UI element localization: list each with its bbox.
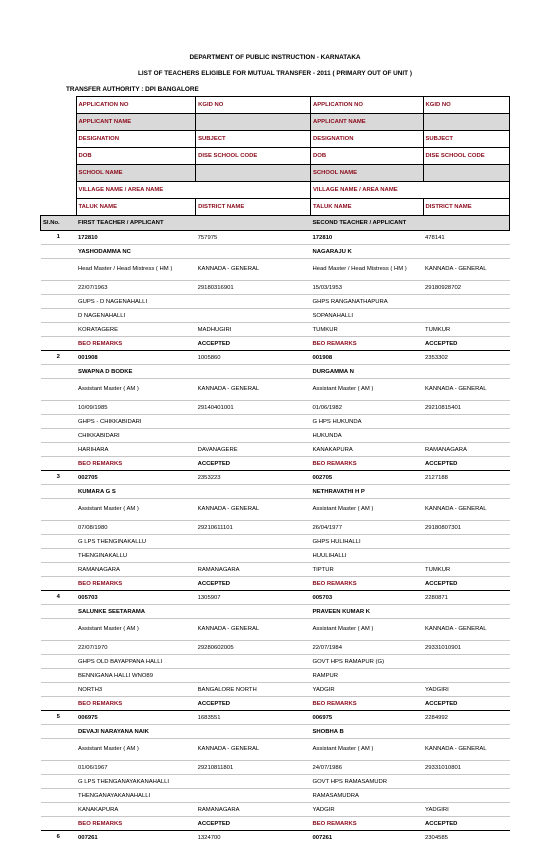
legend-applicant-name-2: APPLICANT NAME xyxy=(311,114,424,131)
second-dob: 01/06/1982 xyxy=(311,401,424,415)
second-dise: 29331010801 xyxy=(423,761,510,775)
record-sl-spacer xyxy=(41,697,77,711)
first-name: SWAPNA D BODKE xyxy=(76,365,196,379)
legend-application-no: APPLICATION NO xyxy=(76,97,196,114)
record-sl-spacer xyxy=(41,605,77,619)
record-sl-spacer xyxy=(41,641,77,655)
first-app-no: 002705 xyxy=(76,471,196,485)
second-designation: Assistant Master ( AM ) xyxy=(311,619,424,641)
column-header-first-teacher: FIRST TEACHER / APPLICANT xyxy=(76,216,310,231)
empty-cell xyxy=(196,295,311,309)
second-remarks-label: BEO REMARKS xyxy=(311,577,424,591)
empty-cell xyxy=(196,309,311,323)
record-sl-spacer xyxy=(41,365,77,379)
legend-designation: DESIGNATION xyxy=(76,131,196,148)
second-school: GOVT HPS RAMASAMUDR xyxy=(311,775,424,789)
record-sl-spacer xyxy=(41,683,77,697)
first-taluk: KORATAGERE xyxy=(76,323,196,337)
empty-cell xyxy=(196,415,311,429)
second-remarks-label: BEO REMARKS xyxy=(311,697,424,711)
record-sl-spacer xyxy=(41,619,77,641)
legend-taluk-name: TALUK NAME xyxy=(76,199,196,216)
empty-cell xyxy=(423,789,510,803)
second-school: GOVT HPS RAMAPUR (G) xyxy=(311,655,424,669)
record-line xyxy=(41,259,510,281)
record-line xyxy=(41,619,510,641)
record-line xyxy=(41,535,510,549)
record-line xyxy=(41,605,510,619)
first-school: G LPS THENGINAKALLU xyxy=(76,535,196,549)
column-header-sl-no: Sl.No. xyxy=(41,216,77,231)
second-designation: Assistant Master ( AM ) xyxy=(311,379,424,401)
record-sl-spacer xyxy=(41,337,77,351)
record-line xyxy=(41,415,510,429)
second-designation: Assistant Master ( AM ) xyxy=(311,739,424,761)
record-line xyxy=(41,457,510,471)
first-district: DAVANAGERE xyxy=(196,443,311,457)
empty-cell xyxy=(423,295,510,309)
record-sl-spacer xyxy=(41,457,77,471)
second-village: RAMPUR xyxy=(311,669,424,683)
record-sl-no: 6 xyxy=(41,831,77,845)
second-name: NETHRAVATHI H P xyxy=(311,485,424,499)
first-dise: 29210611101 xyxy=(196,521,311,535)
first-subject: KANNADA - GENERAL xyxy=(196,379,311,401)
first-dise: 29140401001 xyxy=(196,401,311,415)
empty-cell xyxy=(196,549,311,563)
legend-kgid-no: KGID NO xyxy=(196,97,311,114)
record-line xyxy=(41,401,510,415)
record-sl-spacer xyxy=(41,655,77,669)
first-dise: 29210811801 xyxy=(196,761,311,775)
record-sl-spacer xyxy=(41,259,77,281)
empty-cell xyxy=(196,669,311,683)
second-district: YADGIRI xyxy=(423,803,510,817)
first-village: CHIKKABIDARI xyxy=(76,429,196,443)
empty-cell xyxy=(423,415,510,429)
first-remarks-label: BEO REMARKS xyxy=(76,697,196,711)
record-sl-spacer xyxy=(41,739,77,761)
first-name: KUMARA G S xyxy=(76,485,196,499)
first-district: RAMANAGARA xyxy=(196,563,311,577)
record-line xyxy=(41,577,510,591)
legend-application-no-2: APPLICATION NO xyxy=(311,97,424,114)
record-sl-spacer xyxy=(41,725,77,739)
first-subject: KANNADA - GENERAL xyxy=(196,499,311,521)
second-village: HUULIHALLI xyxy=(311,549,424,563)
empty-cell xyxy=(423,485,510,499)
record-line xyxy=(41,521,510,535)
first-taluk: RAMANAGARA xyxy=(76,563,196,577)
second-remarks: ACCEPTED xyxy=(423,577,510,591)
record-line xyxy=(41,655,510,669)
record-sl-spacer xyxy=(41,281,77,295)
record-line xyxy=(41,761,510,775)
legend-village-name-2: VILLAGE NAME / AREA NAME xyxy=(311,182,510,199)
second-village: SOPANAHALLI xyxy=(311,309,424,323)
empty-cell xyxy=(196,365,311,379)
record-line xyxy=(41,351,510,365)
document-subtitle: LIST OF TEACHERS ELIGIBLE FOR MUTUAL TRANSFER - 2011 ( PRIMARY OUT OF UNIT ) xyxy=(138,70,412,77)
first-app-no: 001908 xyxy=(76,351,196,365)
first-name: SALUNKE SEETARAMA xyxy=(76,605,196,619)
first-district: RAMANAGARA xyxy=(196,803,311,817)
empty-cell xyxy=(196,655,311,669)
second-taluk: YADGIR xyxy=(311,683,424,697)
record-sl-spacer xyxy=(41,521,77,535)
legend-row-dob xyxy=(41,148,510,165)
first-dise: 29280602005 xyxy=(196,641,311,655)
empty-cell xyxy=(423,725,510,739)
second-remarks-label: BEO REMARKS xyxy=(311,817,424,831)
first-dob: 10/09/1985 xyxy=(76,401,196,415)
record-sl-spacer xyxy=(41,295,77,309)
second-village: HUKUNDA xyxy=(311,429,424,443)
record-sl-spacer xyxy=(41,563,77,577)
second-remarks: ACCEPTED xyxy=(423,817,510,831)
second-school: GHPS HULIHALLI xyxy=(311,535,424,549)
record-sl-no: 2 xyxy=(41,351,77,365)
record-line xyxy=(41,549,510,563)
legend-district-name-2: DISTRICT NAME xyxy=(423,199,510,216)
record-line xyxy=(41,683,510,697)
legend-school-name-2: SCHOOL NAME xyxy=(311,165,424,182)
first-remarks-label: BEO REMARKS xyxy=(76,457,196,471)
first-dob: 22/07/1963 xyxy=(76,281,196,295)
second-taluk: TUMKUR xyxy=(311,323,424,337)
first-app-no: 006975 xyxy=(76,711,196,725)
legend-row-designation xyxy=(41,131,510,148)
legend-row-application xyxy=(41,97,510,114)
empty-cell xyxy=(196,605,311,619)
first-taluk: HARIHARA xyxy=(76,443,196,457)
legend-dise-school-code-2: DISE SCHOOL CODE xyxy=(423,148,510,165)
second-remarks: ACCEPTED xyxy=(423,337,510,351)
legend-applicant-name: APPLICANT NAME xyxy=(76,114,196,131)
second-village: RAMASAMUDRA xyxy=(311,789,424,803)
second-remarks-label: BEO REMARKS xyxy=(311,457,424,471)
first-village: THENGANAYAKANAHALLI xyxy=(76,789,196,803)
record-sl-spacer xyxy=(41,761,77,775)
second-subject: KANNADA - GENERAL xyxy=(423,619,510,641)
record-line xyxy=(41,245,510,259)
first-dise: 29180316901 xyxy=(196,281,311,295)
first-village: D NAGENAHALLI xyxy=(76,309,196,323)
transfer-authority: TRANSFER AUTHORITY : DPI BANGALORE xyxy=(66,86,199,93)
legend-subject-2: SUBJECT xyxy=(423,131,510,148)
record-line xyxy=(41,379,510,401)
legend-district-name: DISTRICT NAME xyxy=(196,199,311,216)
record-line xyxy=(41,591,510,605)
record-line xyxy=(41,711,510,725)
first-kgid: 1305907 xyxy=(196,591,311,605)
legend-designation-2: DESIGNATION xyxy=(311,131,424,148)
record-sl-no: 1 xyxy=(41,231,77,245)
second-dob: 15/03/1953 xyxy=(311,281,424,295)
first-district: MADHUGIRI xyxy=(196,323,311,337)
empty-cell xyxy=(423,245,510,259)
second-app-no: 002705 xyxy=(311,471,424,485)
legend-row-village xyxy=(41,182,510,199)
legend-kgid-no-2: KGID NO xyxy=(423,97,510,114)
second-dise: 29180807301 xyxy=(423,521,510,535)
second-app-no: 007261 xyxy=(311,831,424,845)
first-kgid: 1005860 xyxy=(196,351,311,365)
record-line xyxy=(41,323,510,337)
first-app-no: 007261 xyxy=(76,831,196,845)
first-dob: 01/06/1967 xyxy=(76,761,196,775)
second-school: GHPS RANGANATHAPURA xyxy=(311,295,424,309)
second-dise: 29180928702 xyxy=(423,281,510,295)
second-district: RAMANAGARA xyxy=(423,443,510,457)
first-subject: KANNADA - GENERAL xyxy=(196,739,311,761)
first-remarks-label: BEO REMARKS xyxy=(76,337,196,351)
second-app-no: 005703 xyxy=(311,591,424,605)
empty-cell xyxy=(423,655,510,669)
record-sl-no: 4 xyxy=(41,591,77,605)
column-header-row xyxy=(41,216,510,231)
first-remarks: ACCEPTED xyxy=(196,577,311,591)
record-sl-no: 3 xyxy=(41,471,77,485)
second-district: YADGIRI xyxy=(423,683,510,697)
first-school: G LPS THENGANAYAKANAHALLI xyxy=(76,775,196,789)
second-dob: 24/07/1986 xyxy=(311,761,424,775)
record-line xyxy=(41,231,510,245)
first-remarks: ACCEPTED xyxy=(196,337,311,351)
second-kgid: 2284992 xyxy=(423,711,510,725)
empty-cell xyxy=(196,789,311,803)
second-app-no: 172810 xyxy=(311,231,424,245)
empty-cell xyxy=(423,549,510,563)
record-line xyxy=(41,641,510,655)
second-designation: Head Master / Head Mistress ( HM ) xyxy=(311,259,424,281)
second-name: NAGARAJU K xyxy=(311,245,424,259)
mutual-transfer-table xyxy=(40,96,510,845)
record-line xyxy=(41,697,510,711)
first-name: DEVAJI NARAYANA NAIK xyxy=(76,725,196,739)
legend-dob-2: DOB xyxy=(311,148,424,165)
second-dob: 26/04/1977 xyxy=(311,521,424,535)
first-subject: KANNADA - GENERAL xyxy=(196,619,311,641)
record-sl-spacer xyxy=(41,499,77,521)
record-line xyxy=(41,443,510,457)
second-dise: 29331010901 xyxy=(423,641,510,655)
first-kgid: 757975 xyxy=(196,231,311,245)
record-line xyxy=(41,789,510,803)
record-line xyxy=(41,429,510,443)
record-line xyxy=(41,309,510,323)
record-sl-spacer xyxy=(41,443,77,457)
record-sl-spacer xyxy=(41,549,77,563)
first-kgid: 1324700 xyxy=(196,831,311,845)
first-name: YASHODAMMA NC xyxy=(76,245,196,259)
first-school: GHPS - CHIKKABIDARI xyxy=(76,415,196,429)
record-line xyxy=(41,365,510,379)
record-line xyxy=(41,831,510,845)
second-district: TUMKUR xyxy=(423,323,510,337)
second-taluk: KANAKAPURA xyxy=(311,443,424,457)
first-app-no: 172810 xyxy=(76,231,196,245)
legend-school-name: SCHOOL NAME xyxy=(76,165,196,182)
first-school: GUPS - D NAGENAHALLI xyxy=(76,295,196,309)
record-sl-spacer xyxy=(41,577,77,591)
record-line xyxy=(41,669,510,683)
empty-cell xyxy=(423,535,510,549)
first-remarks-label: BEO REMARKS xyxy=(76,577,196,591)
second-subject: KANNADA - GENERAL xyxy=(423,379,510,401)
empty-cell xyxy=(423,429,510,443)
empty-cell xyxy=(196,485,311,499)
legend-dise-school-code: DISE SCHOOL CODE xyxy=(196,148,311,165)
first-school: GHPS OLD BAYAPPANA HALLI xyxy=(76,655,196,669)
legend-village-name: VILLAGE NAME / AREA NAME xyxy=(76,182,310,199)
second-app-no: 006975 xyxy=(311,711,424,725)
record-line xyxy=(41,337,510,351)
record-line xyxy=(41,817,510,831)
record-sl-no: 5 xyxy=(41,711,77,725)
first-designation: Assistant Master ( AM ) xyxy=(76,619,196,641)
record-line xyxy=(41,471,510,485)
record-line xyxy=(41,563,510,577)
second-app-no: 001908 xyxy=(311,351,424,365)
second-subject: KANNADA - GENERAL xyxy=(423,739,510,761)
first-remarks-label: BEO REMARKS xyxy=(76,817,196,831)
second-taluk: TIPTUR xyxy=(311,563,424,577)
second-school: G HPS HUKUNDA xyxy=(311,415,424,429)
record-sl-spacer xyxy=(41,669,77,683)
empty-cell xyxy=(196,245,311,259)
empty-cell xyxy=(423,309,510,323)
first-remarks: ACCEPTED xyxy=(196,457,311,471)
first-taluk: KANAKAPURA xyxy=(76,803,196,817)
first-designation: Assistant Master ( AM ) xyxy=(76,739,196,761)
legend-dob: DOB xyxy=(76,148,196,165)
second-dob: 22/07/1984 xyxy=(311,641,424,655)
record-sl-spacer xyxy=(41,309,77,323)
record-line xyxy=(41,485,510,499)
second-subject: KANNADA - GENERAL xyxy=(423,259,510,281)
second-name: PRAVEEN KUMAR K xyxy=(311,605,424,619)
second-remarks: ACCEPTED xyxy=(423,457,510,471)
document-title: DEPARTMENT OF PUBLIC INSTRUCTION - KARNATAKA xyxy=(189,54,361,61)
record-sl-spacer xyxy=(41,401,77,415)
first-kgid: 1683551 xyxy=(196,711,311,725)
first-designation: Head Master / Head Mistress ( HM ) xyxy=(76,259,196,281)
second-kgid: 2280871 xyxy=(423,591,510,605)
second-name: SHOBHA B xyxy=(311,725,424,739)
second-district: TUMKUR xyxy=(423,563,510,577)
record-line xyxy=(41,803,510,817)
second-kgid: 2304585 xyxy=(423,831,510,845)
record-line xyxy=(41,295,510,309)
second-kgid: 2127188 xyxy=(423,471,510,485)
legend-taluk-name-2: TALUK NAME xyxy=(311,199,424,216)
first-subject: KANNADA - GENERAL xyxy=(196,259,311,281)
second-taluk: YADGIR xyxy=(311,803,424,817)
legend-row-school xyxy=(41,165,510,182)
first-village: BENNIGANA HALLI WNO89 xyxy=(76,669,196,683)
record-sl-spacer xyxy=(41,379,77,401)
first-remarks: ACCEPTED xyxy=(196,697,311,711)
second-name: DURGAMMA N xyxy=(311,365,424,379)
record-sl-spacer xyxy=(41,817,77,831)
second-kgid: 2353302 xyxy=(423,351,510,365)
record-sl-spacer xyxy=(41,485,77,499)
record-sl-spacer xyxy=(41,429,77,443)
first-district: BANGALORE NORTH xyxy=(196,683,311,697)
record-sl-spacer xyxy=(41,245,77,259)
empty-cell xyxy=(196,429,311,443)
first-dob: 07/08/1980 xyxy=(76,521,196,535)
record-line xyxy=(41,499,510,521)
empty-cell xyxy=(423,669,510,683)
legend-subject: SUBJECT xyxy=(196,131,311,148)
second-designation: Assistant Master ( AM ) xyxy=(311,499,424,521)
first-designation: Assistant Master ( AM ) xyxy=(76,499,196,521)
second-kgid: 478141 xyxy=(423,231,510,245)
first-remarks: ACCEPTED xyxy=(196,817,311,831)
column-header-second-teacher: SECOND TEACHER / APPLICANT xyxy=(311,216,510,231)
record-line xyxy=(41,725,510,739)
record-line xyxy=(41,739,510,761)
empty-cell xyxy=(196,725,311,739)
second-subject: KANNADA - GENERAL xyxy=(423,499,510,521)
first-village: THENGINAKALLU xyxy=(76,549,196,563)
first-taluk: NORTH3 xyxy=(76,683,196,697)
second-remarks-label: BEO REMARKS xyxy=(311,337,424,351)
legend-row-taluk xyxy=(41,199,510,216)
empty-cell xyxy=(423,365,510,379)
second-dise: 29210815401 xyxy=(423,401,510,415)
record-sl-spacer xyxy=(41,415,77,429)
record-sl-spacer xyxy=(41,535,77,549)
record-sl-spacer xyxy=(41,803,77,817)
first-designation: Assistant Master ( AM ) xyxy=(76,379,196,401)
second-remarks: ACCEPTED xyxy=(423,697,510,711)
record-line xyxy=(41,281,510,295)
first-dob: 22/07/1970 xyxy=(76,641,196,655)
legend-row-name xyxy=(41,114,510,131)
record-sl-spacer xyxy=(41,789,77,803)
first-app-no: 005703 xyxy=(76,591,196,605)
record-sl-spacer xyxy=(41,323,77,337)
first-kgid: 2353223 xyxy=(196,471,311,485)
empty-cell xyxy=(196,535,311,549)
empty-cell xyxy=(423,605,510,619)
